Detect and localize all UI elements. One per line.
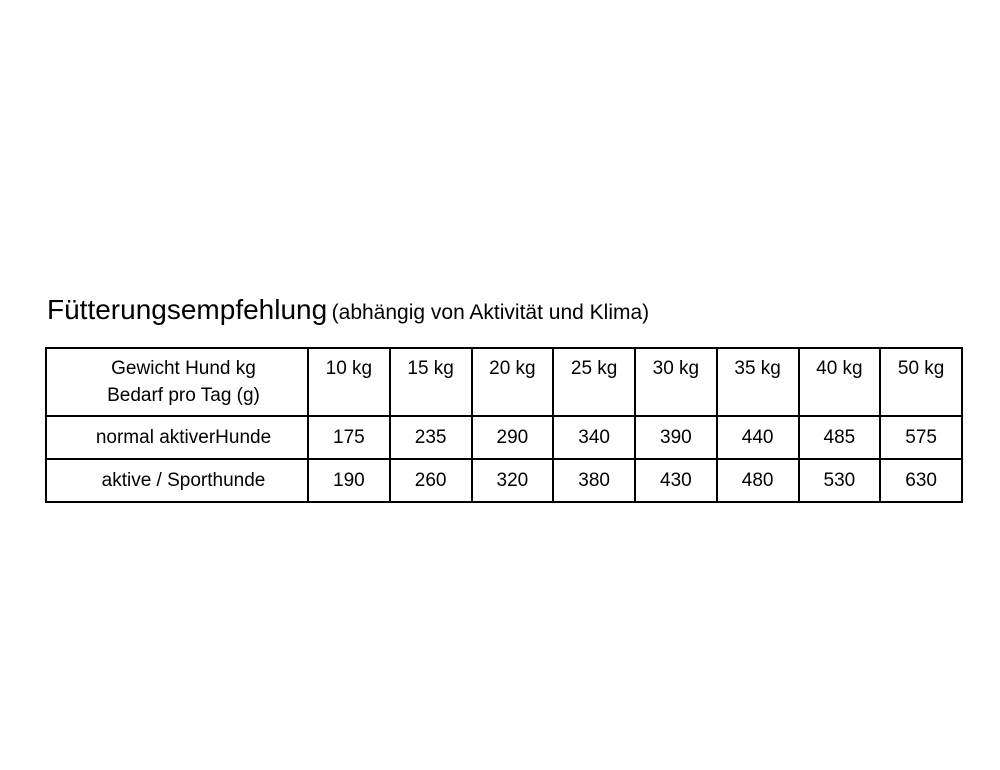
value-cell: 340 (553, 416, 635, 459)
header-weight-10kg: 10 kg (308, 348, 390, 416)
row-label-normal-active: normal aktiverHunde (46, 416, 308, 459)
table-row-active-sport-dogs (46, 459, 962, 502)
value-cell: 380 (553, 459, 635, 502)
value-cell: 430 (635, 459, 717, 502)
value-cell: 190 (308, 459, 390, 502)
value-cell: 260 (390, 459, 472, 502)
header-label-line1: Gewicht Hund kg (111, 358, 256, 379)
header-weight-40kg: 40 kg (799, 348, 881, 416)
value-cell: 630 (880, 459, 962, 502)
table-row-normal-active-dogs (46, 416, 962, 459)
value-cell: 175 (308, 416, 390, 459)
value-cell: 575 (880, 416, 962, 459)
value-cell: 530 (799, 459, 881, 502)
header-weight-15kg: 15 kg (390, 348, 472, 416)
value-cell: 440 (717, 416, 799, 459)
header-label-cell (46, 348, 308, 416)
header-weight-25kg: 25 kg (553, 348, 635, 416)
value-cell: 480 (717, 459, 799, 502)
row-label-active-sport: aktive / Sporthunde (46, 459, 308, 502)
page-title: Fütterungsempfehlung (47, 294, 328, 325)
table-header-row (46, 348, 962, 416)
header-weight-50kg: 50 kg (880, 348, 962, 416)
value-cell: 290 (472, 416, 554, 459)
header-weight-35kg: 35 kg (717, 348, 799, 416)
value-cell: 235 (390, 416, 472, 459)
header-weight-30kg: 30 kg (635, 348, 717, 416)
header-label-line2: Bedarf pro Tag (g) (107, 385, 260, 406)
value-cell: 485 (799, 416, 881, 459)
value-cell: 390 (635, 416, 717, 459)
feeding-recommendation-table (45, 347, 963, 503)
header-weight-20kg: 20 kg (472, 348, 554, 416)
page-subtitle: (abhängig von Aktivität und Klima) (331, 301, 650, 324)
page-title-block (47, 294, 649, 326)
value-cell: 320 (472, 459, 554, 502)
